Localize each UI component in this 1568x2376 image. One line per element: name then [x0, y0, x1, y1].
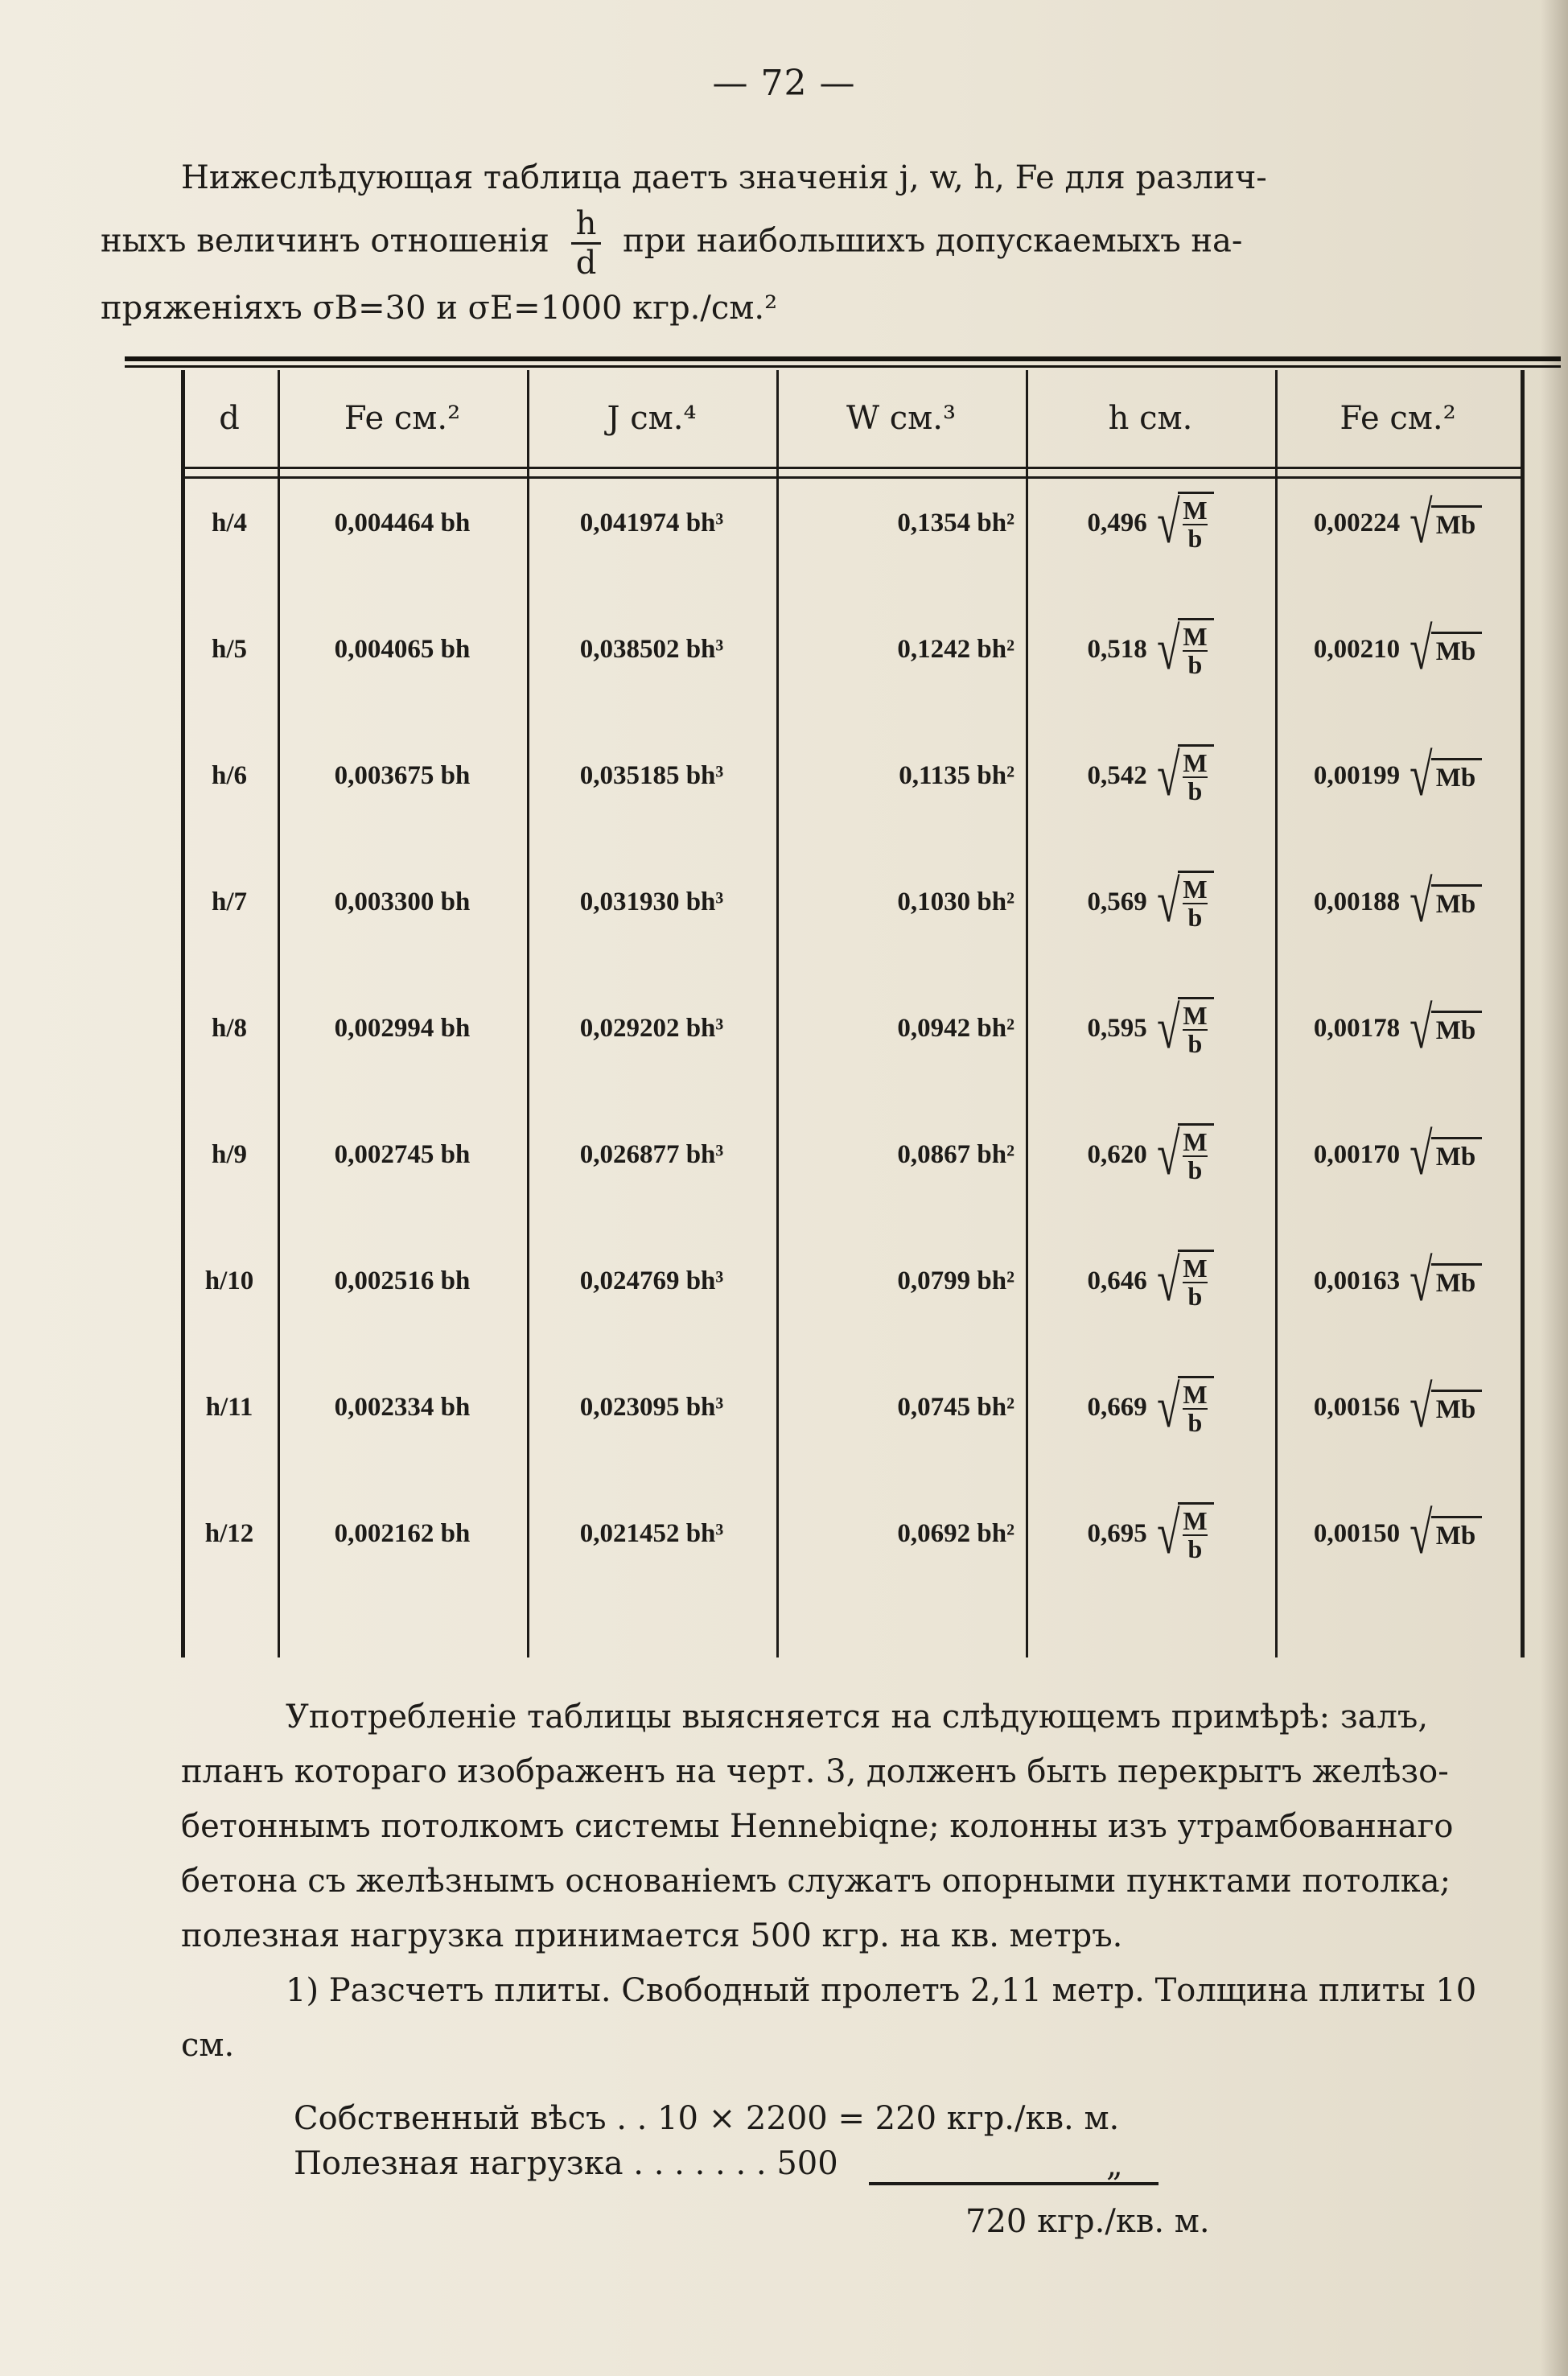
radicand-num: M [1183, 495, 1208, 525]
cell-fe2 [1275, 1218, 1521, 1344]
h-coefficient: 0,569 [1087, 887, 1147, 916]
cell-fe: 0,002994 bh [334, 1013, 471, 1043]
radicand [1178, 997, 1213, 1060]
cell-h [1026, 1218, 1275, 1344]
cell-h [1026, 587, 1275, 712]
radicand-fraction [1183, 1000, 1208, 1059]
radical-sign: √ [1410, 1501, 1433, 1567]
radicand-fraction [1183, 1126, 1208, 1185]
fe2-coefficient: 0,00178 [1313, 1013, 1401, 1043]
cell-h [1026, 713, 1275, 838]
radicand-den: b [1187, 524, 1203, 554]
cell-d: h/11 [205, 1392, 253, 1422]
cell-fe: 0,004065 bh [334, 634, 471, 664]
cell-j: 0,038502 bh³ [579, 634, 724, 664]
radical-sign: √ [1410, 1122, 1433, 1188]
radical-sign: √ [1156, 1248, 1180, 1314]
radical-sign: √ [1410, 490, 1433, 556]
fe2-coefficient: 0,00210 [1313, 634, 1401, 664]
cell-w: 0,0867 bh² [897, 1139, 1014, 1169]
cell-fe2 [1275, 713, 1521, 838]
cell-fe: 0,002334 bh [334, 1392, 471, 1422]
values-table [181, 370, 1525, 1657]
radical-sign: √ [1410, 995, 1433, 1061]
intro-line-2 [101, 204, 1517, 282]
cell-w: 0,1030 bh² [897, 887, 1014, 916]
radicand-den: b [1187, 1029, 1203, 1059]
cell-fe2 [1275, 1092, 1521, 1217]
cell-w: 0,0799 bh² [897, 1266, 1014, 1295]
cell-fe2 [1275, 587, 1521, 712]
fe2-coefficient: 0,00224 [1313, 508, 1401, 537]
radicand [1178, 1123, 1213, 1187]
radicand: Mb [1431, 1011, 1483, 1046]
cell-fe2 [1275, 1471, 1521, 1596]
header-h: h см. [1108, 400, 1193, 437]
fe2-coefficient: 0,00170 [1313, 1139, 1401, 1169]
radical-sign: √ [1410, 1248, 1433, 1314]
fe2-coefficient: 0,00199 [1313, 760, 1401, 790]
radicand-fraction [1183, 621, 1208, 680]
cell-d: h/4 [211, 508, 248, 537]
radical-sign: √ [1156, 1374, 1180, 1440]
radicand-den: b [1187, 776, 1203, 806]
cell-w: 0,1354 bh² [897, 508, 1014, 537]
radicand-den: b [1187, 903, 1203, 933]
cell-j: 0,029202 bh³ [579, 1013, 724, 1043]
header-fe2: Fe см.² [1340, 400, 1456, 437]
radicand: Mb [1431, 1263, 1483, 1299]
radicand-num: M [1183, 1126, 1208, 1156]
radicand-den: b [1187, 1534, 1203, 1564]
cell-fe2 [1275, 966, 1521, 1091]
h-coefficient: 0,695 [1087, 1518, 1147, 1548]
radicand [1178, 871, 1213, 934]
cell-j: 0,041974 bh³ [579, 508, 724, 537]
intro-line-2b: при наибольшихъ допускаемыхъ на- [623, 222, 1243, 260]
fe2-coefficient: 0,00156 [1313, 1392, 1401, 1422]
cell-h [1026, 460, 1275, 586]
header-j: J см.⁴ [607, 400, 697, 437]
radicand [1178, 492, 1213, 555]
cell-fe: 0,002516 bh [334, 1266, 471, 1295]
h-coefficient: 0,595 [1087, 1013, 1147, 1043]
table-border-right [1521, 370, 1525, 1657]
slab-calc-paragraph: 1) Разсчетъ плиты. Свободный пролетъ 2,11 метр. Толщина плиты 10 см. [181, 1972, 1477, 2064]
radicand-den: b [1187, 1155, 1203, 1185]
cell-j: 0,024769 bh³ [579, 1266, 724, 1295]
radical-sign: √ [1156, 490, 1180, 556]
radicand-den: b [1187, 1408, 1203, 1438]
radicand [1178, 1376, 1213, 1439]
radicand-fraction [1183, 876, 1207, 932]
sum-rule [869, 2182, 1159, 2185]
fraction-denominator: d [575, 244, 597, 282]
h-coefficient: 0,496 [1087, 508, 1147, 537]
cell-h [1026, 966, 1275, 1091]
radicand-num: M [1183, 1379, 1208, 1409]
cell-fe: 0,004464 bh [334, 508, 471, 537]
cell-j: 0,023095 bh³ [579, 1392, 724, 1422]
radicand-num: M [1183, 1253, 1208, 1283]
radicand [1178, 1250, 1213, 1313]
radical-sign: √ [1410, 616, 1433, 682]
radical-sign: √ [1156, 869, 1180, 935]
cell-fe2 [1275, 839, 1521, 965]
radical-sign: √ [1410, 1374, 1433, 1440]
radicand: Mb [1431, 632, 1483, 667]
own-weight-row: Собственный вѣсъ . . 10 × 2200 = 220 кгр./кв. м. [294, 2100, 1120, 2137]
radicand: Mb [1431, 1137, 1483, 1172]
cell-fe: 0,003300 bh [334, 887, 471, 916]
cell-d: h/7 [211, 887, 248, 916]
cell-h [1026, 1092, 1275, 1217]
intro-paragraph [101, 149, 1517, 338]
radicand-fraction [1183, 1255, 1207, 1311]
radicand-num: M [1183, 621, 1208, 651]
cell-j: 0,021452 bh³ [579, 1518, 724, 1548]
header-d: d [219, 400, 240, 437]
radicand [1178, 744, 1213, 808]
radical-sign: √ [1156, 1122, 1180, 1188]
intro-line-1: Нижеслѣдующая таблица даетъ значенія j, w, h, Fe для различ- [181, 159, 1267, 196]
table-top-rule [125, 356, 1561, 368]
header-fe: Fe см.² [344, 400, 461, 437]
cell-d: h/8 [211, 1013, 248, 1043]
fe2-coefficient: 0,00150 [1313, 1518, 1401, 1548]
h-coefficient: 0,669 [1087, 1392, 1147, 1422]
radicand-num: M [1183, 1505, 1208, 1535]
radicand: Mb [1431, 1390, 1483, 1425]
ditto-mark: „ [1106, 2147, 1123, 2184]
cell-w: 0,0745 bh² [897, 1392, 1014, 1422]
cell-fe: 0,003675 bh [334, 760, 471, 790]
radical-sign: √ [1156, 743, 1180, 809]
radicand [1178, 1502, 1213, 1566]
cell-h [1026, 839, 1275, 965]
radicand-fraction [1183, 497, 1207, 553]
radical-sign: √ [1156, 616, 1180, 682]
cell-j: 0,026877 bh³ [579, 1139, 724, 1169]
radicand: Mb [1431, 884, 1483, 920]
cell-fe2 [1275, 1344, 1521, 1470]
radical-sign: √ [1156, 995, 1180, 1061]
radicand: Mb [1431, 505, 1483, 541]
ratio-fraction [571, 204, 602, 282]
fraction-numerator: h [575, 204, 597, 242]
radical-sign: √ [1410, 869, 1433, 935]
cell-fe: 0,002745 bh [334, 1139, 471, 1169]
cell-fe2 [1275, 460, 1521, 586]
cell-d: h/12 [204, 1518, 254, 1548]
cell-d: h/10 [204, 1266, 254, 1295]
radicand-den: b [1187, 1282, 1203, 1312]
h-coefficient: 0,542 [1087, 760, 1147, 790]
h-coefficient: 0,646 [1087, 1266, 1147, 1295]
intro-line-3: пряженіяхъ σB=30 и σE=1000 кгр./см.² [101, 289, 778, 327]
radicand-num: M [1183, 747, 1208, 777]
cell-h [1026, 1344, 1275, 1470]
h-coefficient: 0,518 [1087, 634, 1147, 664]
cell-d: h/6 [211, 760, 248, 790]
cell-j: 0,031930 bh³ [579, 887, 724, 916]
radicand-num: M [1183, 1000, 1208, 1030]
cell-w: 0,0942 bh² [897, 1013, 1014, 1043]
radicand-fraction [1183, 1505, 1208, 1564]
cell-d: h/9 [211, 1139, 248, 1169]
cell-w: 0,0692 bh² [897, 1518, 1014, 1548]
example-paragraph: Употребленіе таблицы выясняется на слѣдующемъ примѣрѣ: залъ, планъ котораго изображенъ на черт. 3, долженъ быть перекрытъ желѣзо-бетоннымъ потолкомъ системы Hennebiqne; колонны изъ утрамбованнаго бетона съ желѣзнымъ основаніемъ служатъ опорными пунктами потолка; полезная нагрузка принимается 500 кгр. на кв. метръ. [181, 1699, 1454, 1954]
fe2-coefficient: 0,00163 [1313, 1266, 1401, 1295]
cell-j: 0,035185 bh³ [579, 760, 724, 790]
radicand-num: M [1183, 874, 1208, 904]
h-coefficient: 0,620 [1087, 1139, 1147, 1169]
cell-fe: 0,002162 bh [334, 1518, 471, 1548]
header-w: W см.³ [846, 400, 957, 437]
cell-w: 0,1135 bh² [899, 760, 1014, 790]
intro-line-2a: ныхъ величинъ отношенія [101, 222, 549, 260]
radicand: Mb [1431, 1516, 1483, 1551]
radicand-fraction [1183, 1379, 1208, 1438]
radical-sign: √ [1410, 743, 1433, 809]
radical-sign: √ [1156, 1501, 1180, 1567]
cell-d: h/5 [211, 634, 248, 664]
cell-h [1026, 1471, 1275, 1596]
page-number: — 72 — [712, 63, 856, 104]
total-load-row: 720 кгр./кв. м. [965, 2203, 1210, 2240]
radicand-den: b [1187, 650, 1203, 680]
live-load-row: Полезная нагрузка . . . . . . . 500 [294, 2145, 838, 2182]
radicand: Mb [1431, 758, 1483, 793]
radicand [1178, 618, 1213, 682]
radicand-fraction [1183, 747, 1208, 806]
cell-w: 0,1242 bh² [897, 634, 1014, 664]
fe2-coefficient: 0,00188 [1313, 887, 1401, 916]
body-text [181, 1690, 1533, 2073]
